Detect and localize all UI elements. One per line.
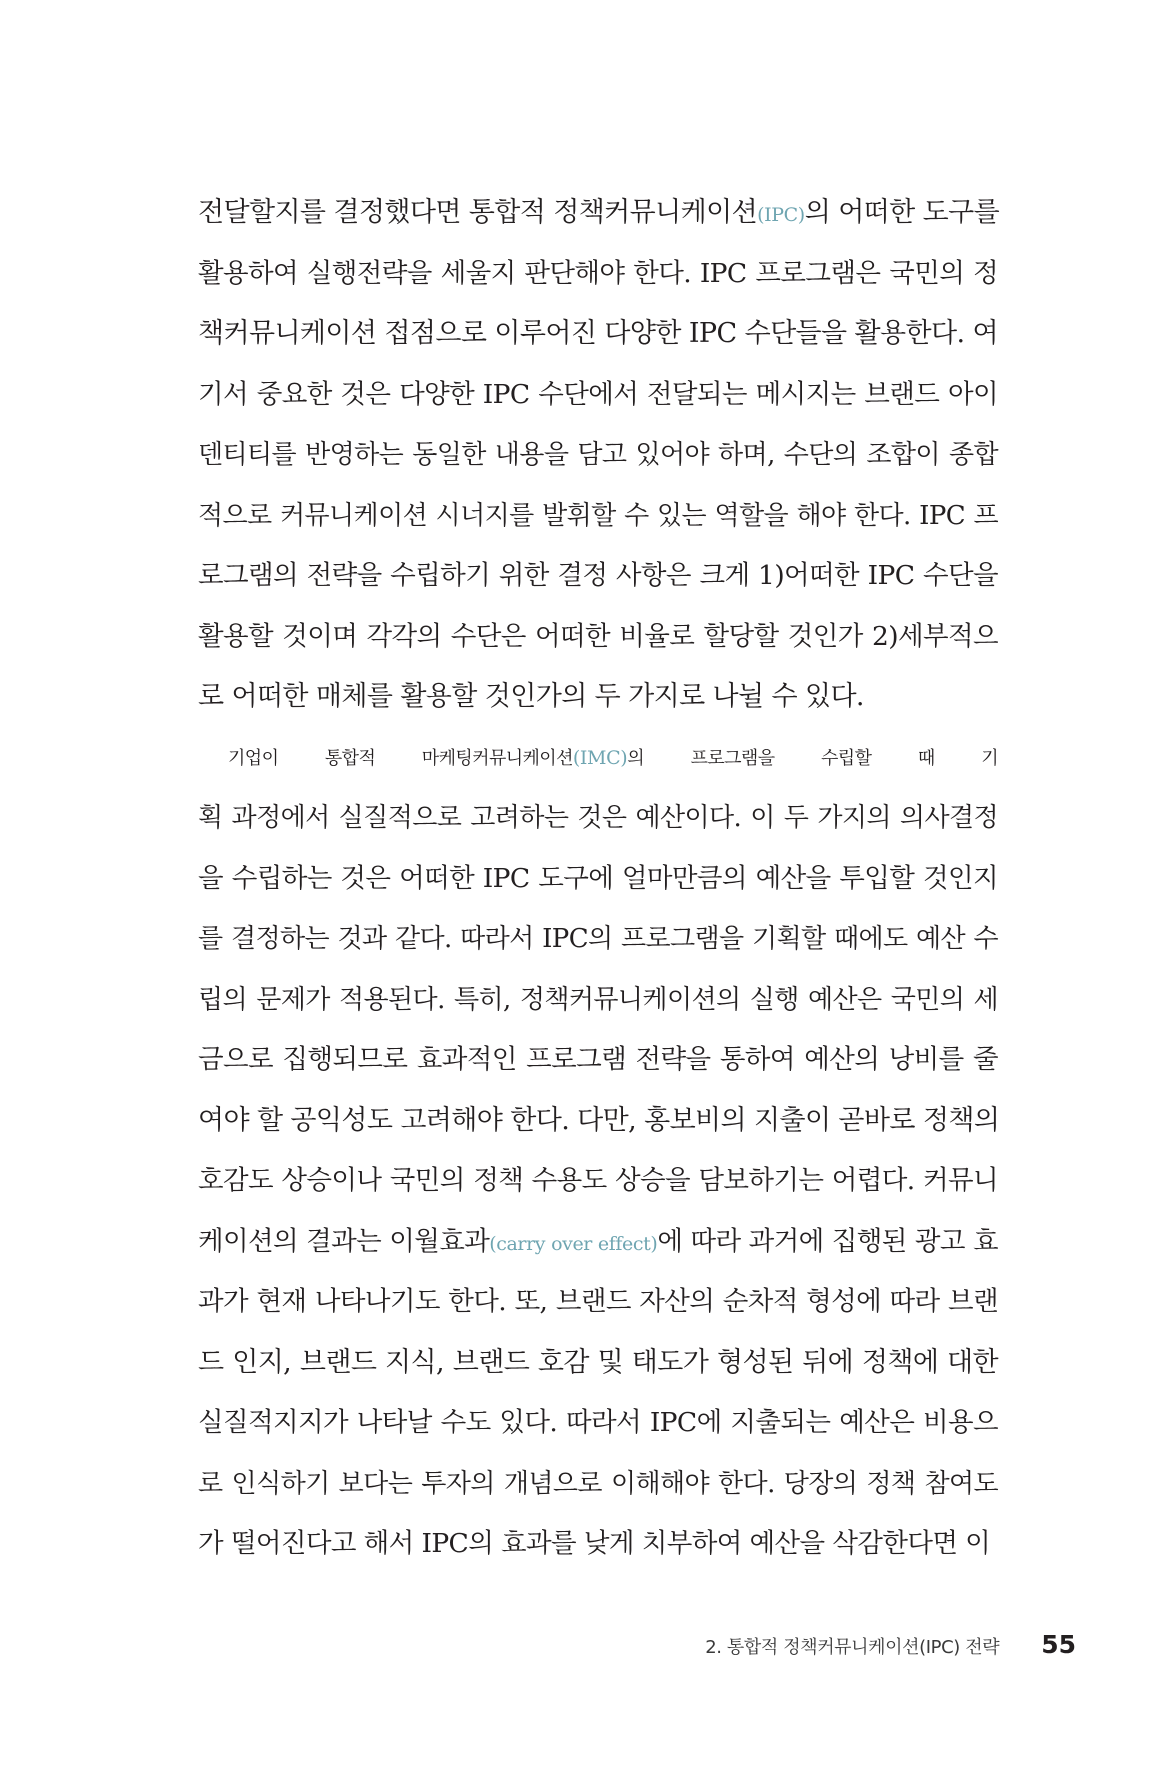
text-line xyxy=(198,970,998,1031)
text-line xyxy=(198,183,998,244)
gloss-annotation: (carry over effect) xyxy=(489,1232,658,1255)
line-text: 의 프로그램을 수립할 때 기 xyxy=(627,747,999,769)
page-number: 55 xyxy=(1041,1630,1076,1659)
line-text: 로 어떠한 매체를 활용할 것인가의 두 가지로 나뉠 수 있다. xyxy=(198,681,864,712)
line-text: 을 수립하는 것은 어떠한 IPC 도구에 얼마만큼의 예산을 투입할 것인지 xyxy=(198,862,998,894)
line-text: 드 인지, 브랜드 지식, 브랜드 호감 및 태도가 형성된 뒤에 정책에 대한 xyxy=(198,1346,998,1378)
gloss-annotation: (IMC) xyxy=(572,746,628,769)
text-line xyxy=(198,486,998,547)
text-line xyxy=(198,1514,998,1575)
line-text: 케이션의 결과는 이월효과 xyxy=(198,1225,490,1257)
line-text: 여야 할 공익성도 고려해야 한다. 다만, 홍보비의 지출이 곧바로 정책의 xyxy=(198,1104,1000,1136)
text-line xyxy=(198,1151,998,1212)
text-line xyxy=(198,244,998,305)
text-line xyxy=(198,788,998,849)
text-line xyxy=(198,1333,998,1394)
text-line xyxy=(198,849,998,910)
text-line xyxy=(198,909,998,970)
line-text: 가 떨어진다고 해서 IPC의 효과를 낮게 치부하여 예산을 삭감한다면 이 xyxy=(198,1528,991,1559)
line-text: 획 과정에서 실질적으로 고려하는 것은 예산이다. 이 두 가지의 의사결정 xyxy=(198,803,998,833)
body-text xyxy=(198,183,998,1575)
line-text: 전달할지를 결정했다면 통합적 정책커뮤니케이션 xyxy=(198,197,758,228)
line-text: 책커뮤니케이션 접점으로 이루어진 다양한 IPC 수단들을 활용한다. 여 xyxy=(198,318,998,349)
line-text: 과가 현재 나타나기도 한다. 또, 브랜드 자산의 순차적 형성에 따라 브랜 xyxy=(198,1286,998,1317)
text-line xyxy=(198,607,998,668)
text-line xyxy=(198,546,998,607)
text-line xyxy=(198,304,998,365)
line-text: 로 인식하기 보다는 투자의 개념으로 이해해야 한다. 당장의 정책 참여도 xyxy=(198,1468,998,1499)
line-text: 적으로 커뮤니케이션 시너지를 발휘할 수 있는 역할을 해야 한다. IPC 프 xyxy=(198,500,998,531)
line-text: 기업이 통합적 마케팅커뮤니케이션 xyxy=(228,747,573,769)
line-text: 의 어떠한 도구를 xyxy=(804,197,1000,228)
line-text: 에 따라 과거에 집행된 광고 효 xyxy=(657,1225,998,1257)
line-text: 립의 문제가 적용된다. 특히, 정책커뮤니케이션의 실행 예산은 국민의 세 xyxy=(198,984,998,1015)
text-line xyxy=(198,1454,998,1515)
line-text: 덴티티를 반영하는 동일한 내용을 담고 있어야 하며, 수단의 조합이 종합 xyxy=(198,440,998,470)
text-line xyxy=(198,1212,998,1273)
text-line xyxy=(198,1030,998,1091)
text-line xyxy=(198,365,998,426)
text-line xyxy=(198,425,998,486)
line-text: 기서 중요한 것은 다양한 IPC 수단에서 전달되는 메시지는 브랜드 아이 xyxy=(198,378,998,410)
line-text: 금으로 집행되므로 효과적인 프로그램 전략을 통하여 예산의 낭비를 줄 xyxy=(198,1044,998,1075)
text-line xyxy=(198,1393,998,1454)
line-text: 실질적지지가 나타날 수도 있다. 따라서 IPC에 지출되는 예산은 비용으 xyxy=(198,1407,998,1438)
line-text: 를 결정하는 것과 같다. 따라서 IPC의 프로그램을 기획할 때에도 예산 수 xyxy=(198,924,998,954)
text-line xyxy=(198,667,998,728)
text-line xyxy=(198,1272,998,1333)
line-text: 호감도 상승이나 국민의 정책 수용도 상승을 담보하기는 어렵다. 커뮤니 xyxy=(198,1165,998,1196)
line-text: 활용할 것이며 각각의 수단은 어떠한 비율로 할당할 것인가 2)세부적으 xyxy=(198,620,998,652)
text-line xyxy=(198,728,998,789)
text-line xyxy=(198,1091,998,1152)
line-text: 로그램의 전략을 수립하기 위한 결정 사항은 크게 1)어떠한 IPC 수단을 xyxy=(198,560,998,591)
line-text: 활용하여 실행전략을 세울지 판단해야 한다. IPC 프로그램은 국민의 정 xyxy=(198,257,998,289)
page-footer xyxy=(705,1630,1076,1659)
running-head: 2. 통합적 정책커뮤니케이션(IPC) 전략 xyxy=(705,1637,1000,1658)
gloss-annotation: (IPC) xyxy=(757,204,805,226)
